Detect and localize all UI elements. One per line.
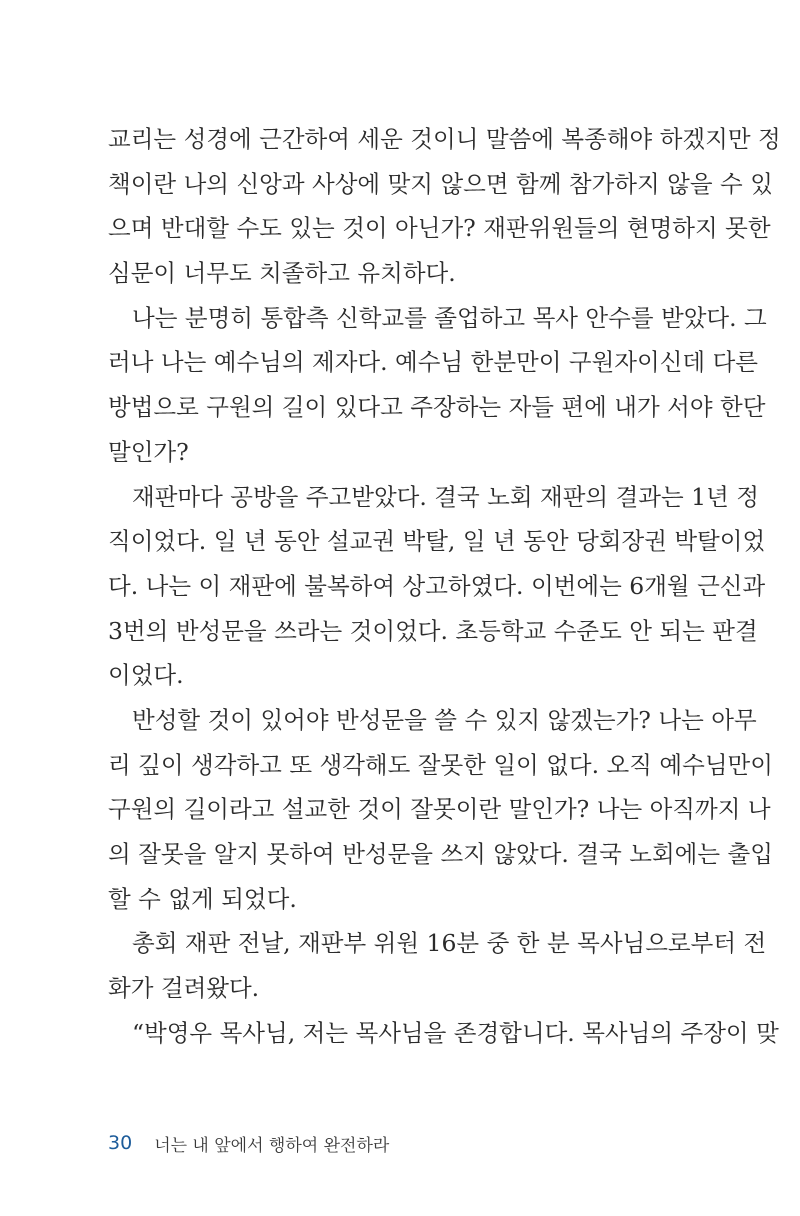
text-line: 책이란 나의 신앙과 사상에 맞지 않으면 함께 참가하지 않을 수 있 — [108, 169, 773, 198]
text-line: 방법으로 구원의 길이 있다고 주장하는 자들 편에 내가 서야 한단 — [108, 393, 766, 422]
text-line: 총회 재판 전날, 재판부 위원 16분 중 한 분 목사님으로부터 전 — [132, 929, 767, 958]
page-number: 30 — [108, 1132, 133, 1154]
text-line: 으며 반대할 수도 있는 것이 아닌가? 재판위원들의 현명하지 못한 — [108, 214, 771, 243]
text-line: 직이었다. 일 년 동안 설교권 박탈, 일 년 동안 당회장권 박탈이었 — [108, 527, 766, 556]
text-line: “박영우 목사님, 저는 목사님을 존경합니다. 목사님의 주장이 맞 — [132, 1018, 779, 1047]
text-line: 심문이 너무도 치졸하고 유치하다. — [108, 259, 456, 288]
page-footer — [108, 1128, 389, 1158]
text-line: 의 잘못을 알지 못하여 반성문을 쓰지 않았다. 결국 노회에는 출입 — [108, 840, 773, 868]
text-line: 화가 걸려왔다. — [108, 974, 260, 1003]
text-line: 할 수 없게 되었다. — [108, 884, 297, 913]
text-line: 반성할 것이 있어야 반성문을 쓸 수 있지 않겠는가? 나는 아무 — [132, 705, 757, 734]
text-line: 말인가? — [108, 437, 189, 466]
text-line: 재판마다 공방을 주고받았다. 결국 노회 재판의 결과는 1년 정 — [132, 482, 760, 511]
text-line: 구원의 길이라고 설교한 것이 잘못이란 말인가? 나는 아직까지 나 — [108, 795, 771, 824]
running-title: 너는 내 앞에서 행하여 완전하라 — [154, 1135, 390, 1156]
text-line: 이었다. — [108, 661, 184, 690]
text-line: 3번의 반성문을 쓰라는 것이었다. 초등학교 수준도 안 되는 판결 — [108, 616, 758, 645]
text-line: 리 깊이 생각하고 또 생각해도 잘못한 일이 없다. 오직 예수님만이 — [108, 750, 773, 779]
body-text — [108, 117, 781, 1055]
text-line: 다. 나는 이 재판에 불복하여 상고하였다. 이번에는 6개월 근신과 — [108, 571, 766, 600]
text-line: 교리는 성경에 근간하여 세운 것이니 말씀에 복종해야 하겠지만 정 — [108, 125, 781, 153]
text-line: 러나 나는 예수님의 제자다. 예수님 한분만이 구원자이신데 다른 — [108, 348, 758, 377]
text-line: 나는 분명히 통합측 신학교를 졸업하고 목사 안수를 받았다. 그 — [132, 303, 767, 332]
